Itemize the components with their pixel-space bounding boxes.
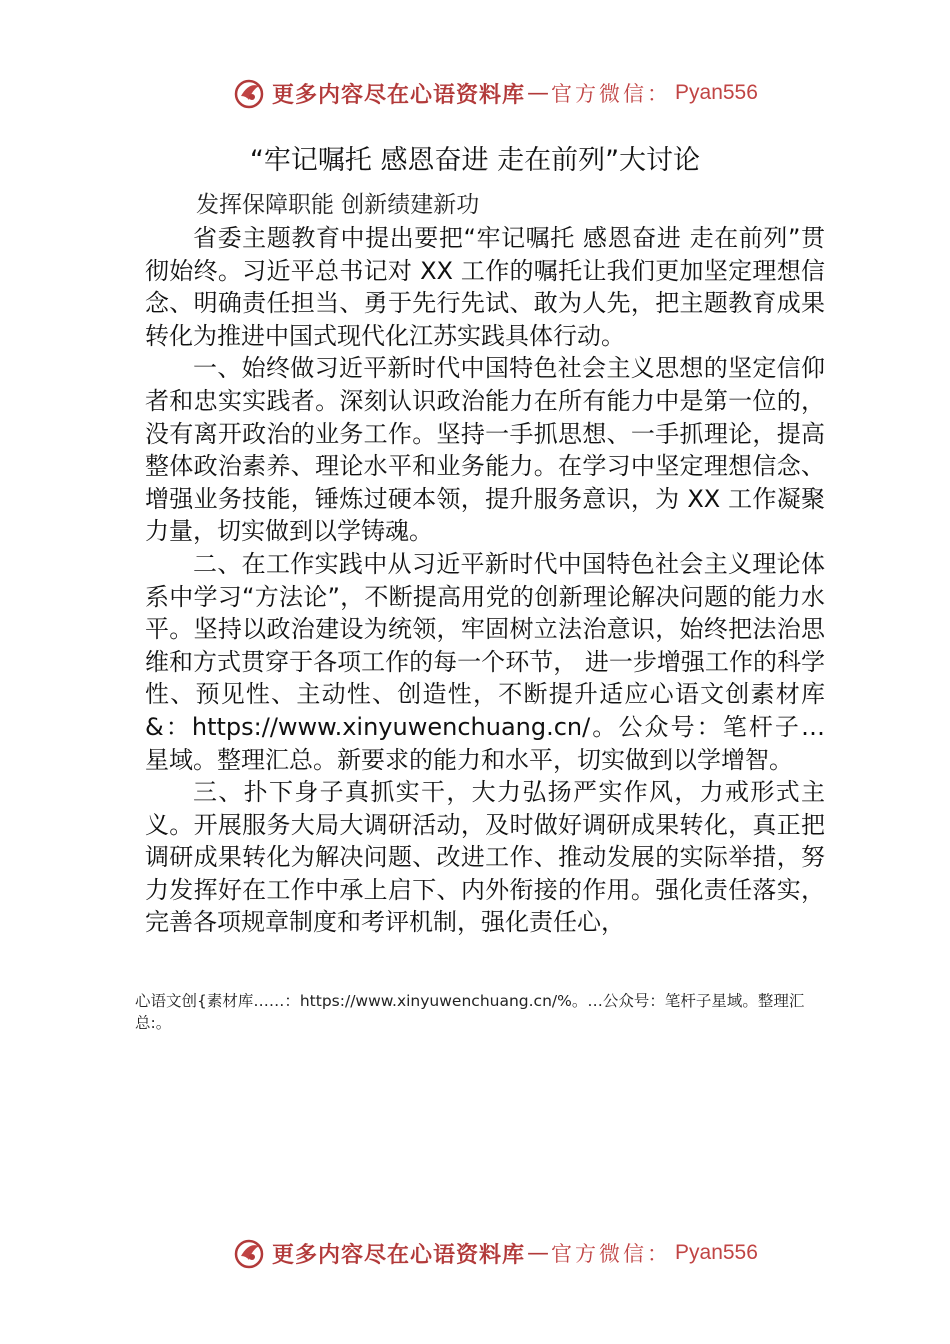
banner-wechat-label: 官方微信： (551, 82, 672, 106)
banner-dash: — (527, 1240, 550, 1266)
footer-banner (232, 1233, 758, 1273)
logo-icon (232, 76, 266, 110)
paragraph-intro: 省委主题教育中提出要把“牢记嘱托 感恩奋进 走在前列”贯彻始终。习近平总书记对 XX 工作的嘱托让我们更加坚定理想信念、明确责任担当、勇于先行先试、敢为人先，把主题教育成果转化为推进中国式现代化江苏实践具体行动。 (145, 224, 825, 350)
page-title: “牢记嘱托 感恩奋进 走在前列”大讨论 (249, 145, 701, 176)
paragraph-1: 一、始终做习近平新时代中国特色社会主义思想的坚定信仰者和忠实实践者。深刻认识政治能力在所有能力中是第一位的，没有离开政治的业务工作。坚持一手抓思想、一手抓理论，提高整体政治素养、理论水平和业务能力。在学习中坚定理想信念、增强业务技能，锤炼过硬本领，提升服务意识，为 XX 工作凝聚力量，切实做到以学铸魂。 (145, 354, 825, 546)
banner-wechat-id: Pyan556 (675, 81, 758, 104)
subtitle: 发挥保障职能 创新绩建新功 (196, 192, 480, 218)
footnote: 心语文创{素材库……：https://www.xinyuwenchuang.cn/%。…公众号：笔杆子星域。整理汇总:。 (135, 992, 805, 1032)
banner-wechat-id: Pyan556 (675, 1241, 758, 1264)
header-banner (232, 73, 758, 113)
banner-dash: — (527, 80, 550, 106)
document-body (145, 222, 825, 939)
logo-icon (232, 1236, 266, 1270)
banner-text: 更多内容尽在心语资料库 (272, 1241, 526, 1268)
paragraph-2: 二、在工作实践中从习近平新时代中国特色社会主义理论体系中学习“方法论”，不断提高用党的创新理论解决问题的能力水平。坚持以政治建设为统领，牢固树立法治意识，始终把法治思维和方式贯穿于各项工作的每一个环节， 进一步增强工作的科学性、预见性、主动性、创造性，不断提升适应心语文创素材库&：https://www.xinyuwenchuang.cn/。公众号：笔杆子…星域。整理汇总。新要求的能力和水平，切实做到以学增智。 (145, 549, 825, 774)
banner-wechat-label: 官方微信： (551, 1242, 672, 1266)
banner-text: 更多内容尽在心语资料库 (272, 81, 526, 108)
paragraph-3: 三、扑下身子真抓实干，大力弘扬严实作风，力戒形式主义。开展服务大局大调研活动，及时做好调研成果转化，真正把调研成果转化为解决问题、改进工作、推动发展的实际举措，努力发挥好在工作中承上启下、内外衔接的作用。强化责任落实，完善各项规章制度和考评机制，强化责任心， (145, 778, 825, 937)
